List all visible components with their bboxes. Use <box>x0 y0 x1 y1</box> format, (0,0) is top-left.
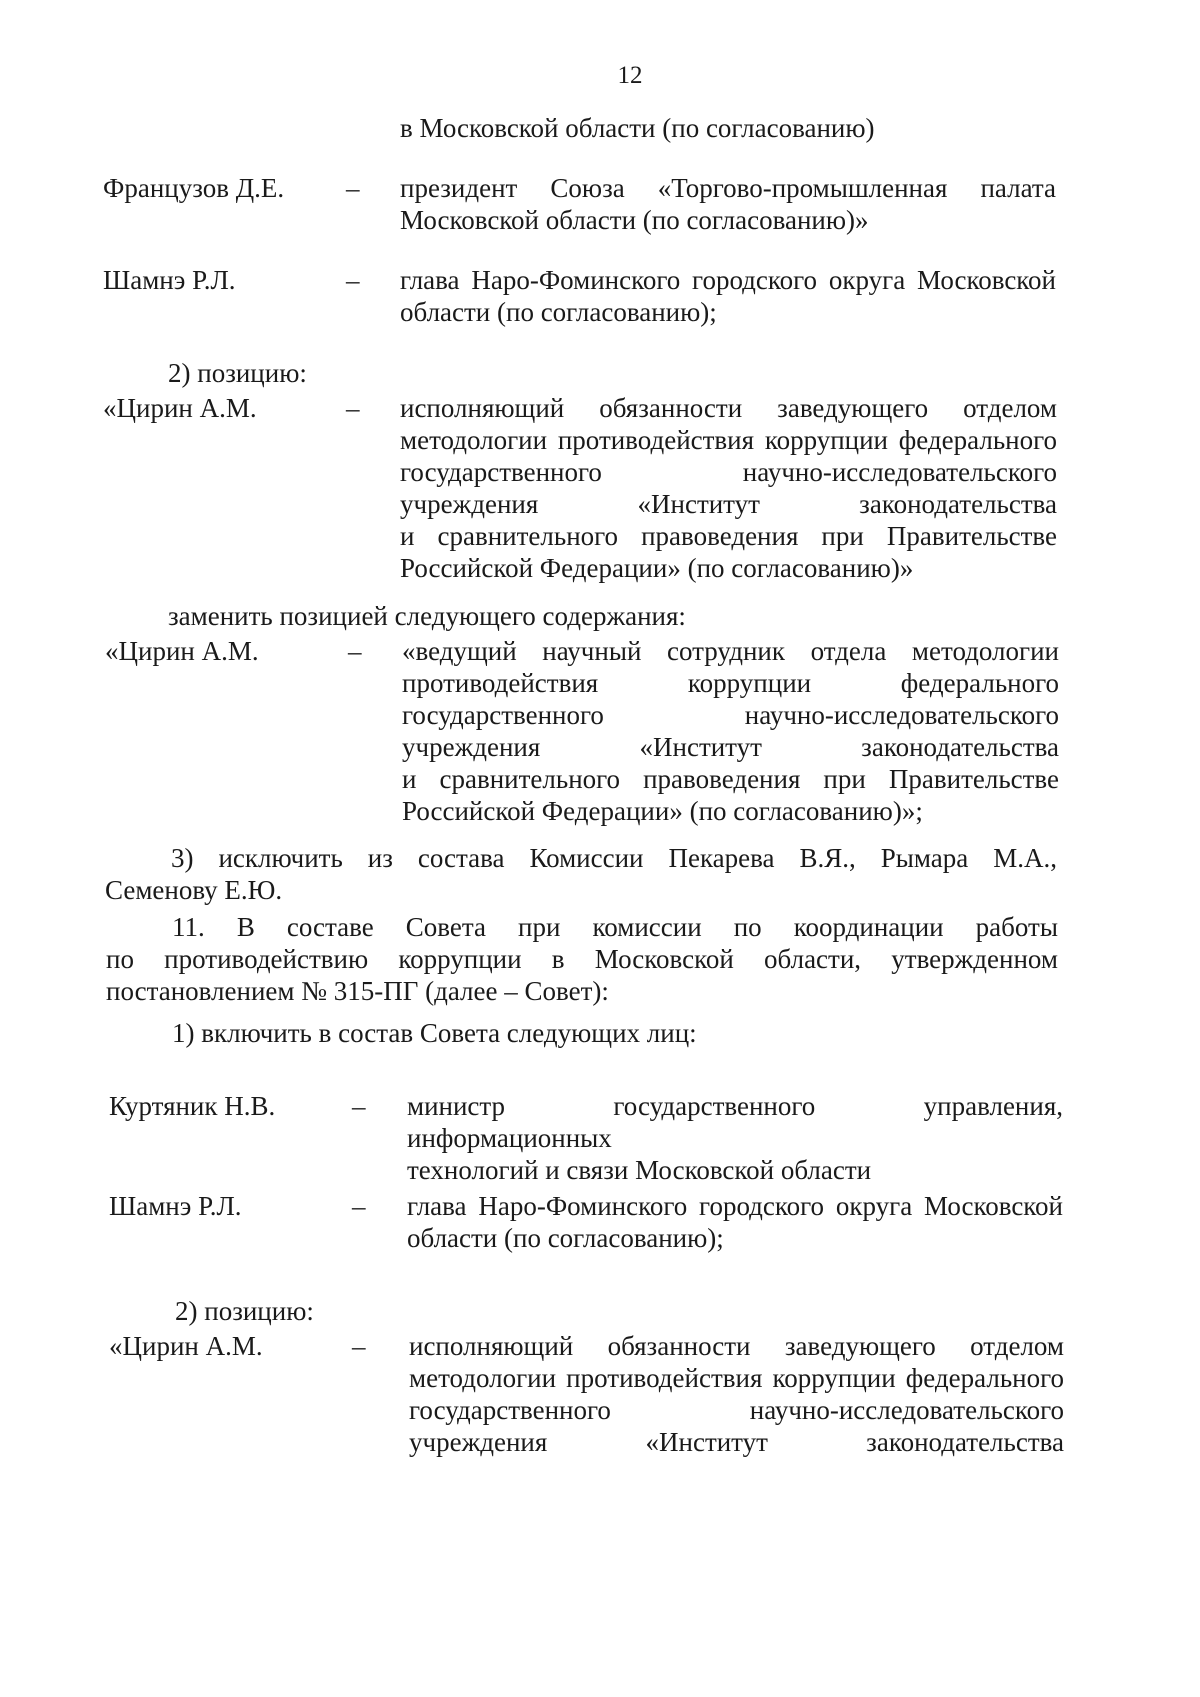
dash: – <box>352 1331 366 1361</box>
member-description <box>400 264 1056 328</box>
member-name: Французов Д.Е. <box>103 173 285 203</box>
position-label-2: 2) позицию: <box>175 1296 314 1326</box>
description-line: государственного научно-исследовательского <box>400 457 1057 487</box>
description-line: государственного научно-исследовательского <box>402 700 1059 730</box>
description-line: области (по согласованию); <box>407 1223 724 1253</box>
dash: – <box>352 1091 366 1121</box>
description-line: Российской Федерации» (по согласованию)»; <box>402 796 923 826</box>
description-line: Российской Федерации» (по согласованию)» <box>400 553 914 583</box>
member-name: «Цирин А.М. <box>105 636 259 666</box>
description-line: глава Наро-Фоминского городского округа Московской <box>400 265 1056 295</box>
member-description <box>407 1090 1063 1186</box>
description-line: методологии противодействия коррупции федерального <box>400 425 1057 455</box>
description-line: учреждения «Институт законодательства <box>409 1427 1064 1457</box>
member-description <box>407 1190 1063 1254</box>
paragraph-line: Семенову Е.Ю. <box>105 875 283 905</box>
description-line: и сравнительного правоведения при Правительстве <box>402 764 1059 794</box>
description-line: министр государственного управления, информационных <box>407 1091 1063 1153</box>
description-line: Московской области (по согласованию)» <box>400 205 869 235</box>
description-line: области (по согласованию); <box>400 297 717 327</box>
description-line: исполняющий обязанности заведующего отделом <box>409 1331 1064 1361</box>
exclude-paragraph <box>105 842 1057 906</box>
member-description <box>409 1330 1064 1458</box>
member-name: Шамнэ Р.Л. <box>109 1191 242 1221</box>
description-line: «ведущий научный сотрудник отдела методологии <box>402 636 1059 666</box>
description-line: противодействия коррупции федерального <box>402 668 1059 698</box>
include-label: 1) включить в состав Совета следующих лиц: <box>172 1018 697 1048</box>
description-line: учреждения «Институт законодательства <box>400 489 1057 519</box>
member-description <box>400 172 1056 236</box>
paragraph-line: 3) исключить из состава Комиссии Пекарева В.Я., Рымара М.А., <box>171 843 1057 873</box>
dash: – <box>346 173 360 203</box>
position-label: 2) позицию: <box>168 358 307 388</box>
member-description <box>400 392 1057 584</box>
dash: – <box>348 636 362 666</box>
description-line: и сравнительного правоведения при Правительстве <box>400 521 1057 551</box>
paragraph-line: 11. В составе Совета при комиссии по координации работы <box>172 912 1058 942</box>
paragraph-line: по противодействию коррупции в Московской области, утвержденном <box>106 944 1058 974</box>
member-name: Куртяник Н.В. <box>109 1091 276 1121</box>
member-name: «Цирин А.М. <box>103 393 257 423</box>
member-name: «Цирин А.М. <box>109 1331 263 1361</box>
description-line: технологий и связи Московской области <box>407 1155 872 1185</box>
description-line: исполняющий обязанности заведующего отделом <box>400 393 1057 423</box>
paragraph-line: постановлением № 315-ПГ (далее – Совет): <box>106 976 609 1006</box>
description-line: глава Наро-Фоминского городского округа Московской <box>407 1191 1063 1221</box>
description-line: государственного научно-исследовательского <box>409 1395 1064 1425</box>
continuation-line: в Московской области (по согласованию) <box>400 113 875 143</box>
dash: – <box>346 393 360 423</box>
description-line: методологии противодействия коррупции федерального <box>409 1363 1064 1393</box>
page-number: 12 <box>617 62 643 89</box>
dash: – <box>346 265 360 295</box>
description-line: учреждения «Институт законодательства <box>402 732 1059 762</box>
member-name: Шамнэ Р.Л. <box>103 265 236 295</box>
dash: – <box>352 1191 366 1221</box>
description-line: президент Союза «Торгово-промышленная палата <box>400 173 1056 203</box>
member-description <box>402 635 1059 827</box>
section-11-paragraph <box>106 911 1058 1007</box>
replace-label: заменить позицией следующего содержания: <box>168 601 686 631</box>
